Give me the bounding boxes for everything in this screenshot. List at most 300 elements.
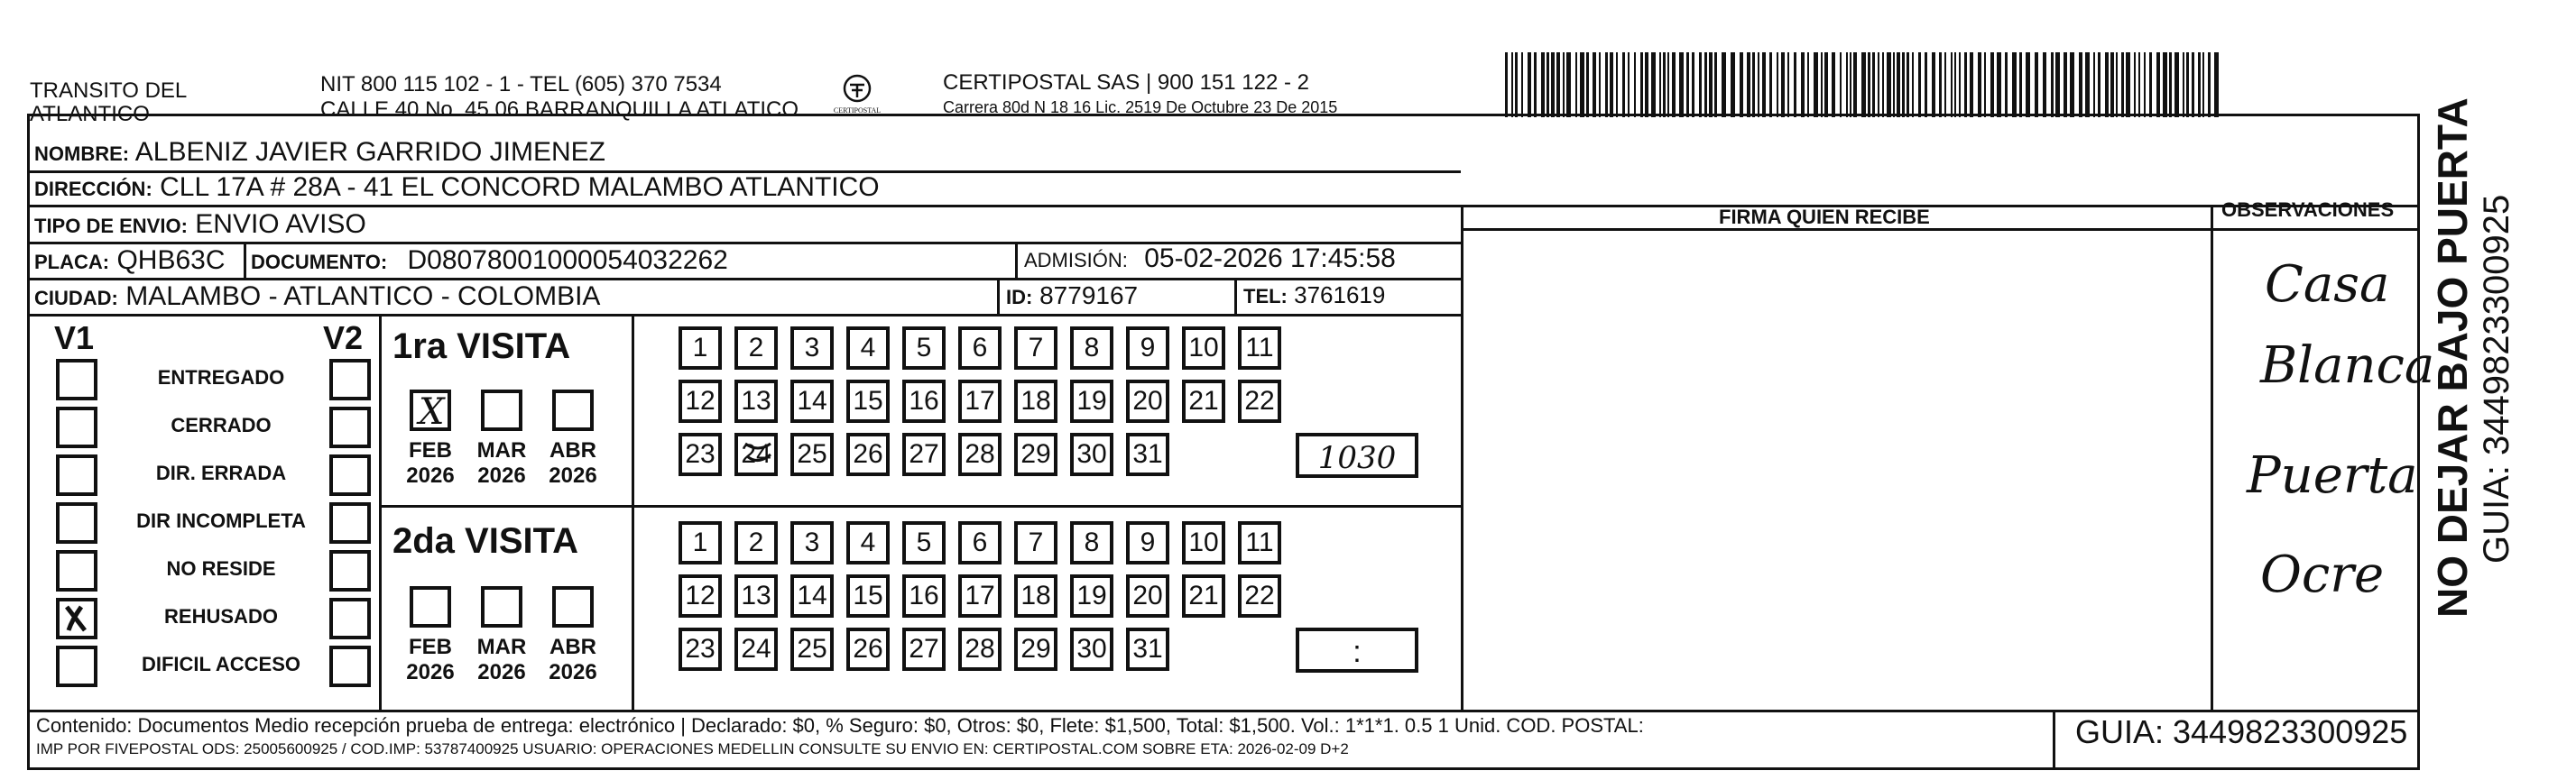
barcode-bar [2019, 52, 2022, 117]
barcode-bar [1628, 52, 1630, 117]
day-number: 10 [1188, 333, 1219, 362]
first-visit-title: 1ra VISITA [392, 326, 571, 366]
nombre-value: ALBENIZ JAVIER GARRIDO JIMENEZ [134, 137, 605, 167]
barcode-bar [1515, 52, 1518, 117]
day-number: 7 [1028, 528, 1044, 557]
day-box[interactable] [790, 628, 834, 671]
time-value: : [1353, 635, 1362, 669]
barcode-bar [1997, 52, 2001, 117]
v1-checkbox[interactable] [56, 550, 97, 592]
barcode-bar [1769, 52, 1772, 117]
barcode-bar [1580, 52, 1584, 117]
day-box[interactable] [1126, 574, 1169, 618]
admision-label: ADMISIÓN: [1024, 249, 1128, 271]
obs-handwritten-3: Puerta [2247, 446, 2418, 505]
month-mark: X [419, 391, 445, 433]
second-visit-title: 2da VISITA [392, 521, 578, 561]
day-box[interactable] [734, 326, 778, 370]
day-number: 7 [1028, 333, 1044, 362]
day-box[interactable] [1014, 521, 1057, 564]
day-box[interactable] [902, 433, 946, 476]
month-checkbox[interactable] [481, 390, 522, 431]
day-box[interactable] [958, 326, 1002, 370]
barcode-bar [1887, 52, 1891, 117]
barcode-bar [1752, 52, 1755, 117]
observaciones-label: OBSERVACIONES [2221, 198, 2395, 221]
footer-imp: IMP POR FIVEPOSTAL ODS: 25005600925 / COD.IMP: 53787400925 USUARIO: OPERACIONES MEDELLIN CONSULTE SU ENVIO EN: CERTIPOSTAL.COM SOBRE ETA: 2026-02-09 D+2 [36, 740, 1349, 757]
time-box[interactable] [1296, 433, 1418, 478]
day-number: 3 [804, 333, 820, 362]
barcode-bar [1912, 52, 1914, 117]
day-box[interactable] [902, 628, 946, 671]
day-number: 25 [797, 634, 827, 664]
barcode-bar [1951, 52, 1953, 117]
v2-checkbox[interactable] [329, 646, 371, 687]
day-box[interactable] [1070, 380, 1113, 423]
ciudad-row [34, 283, 600, 310]
status-label: DIFICIL ACCESO [141, 653, 300, 675]
barcode-bar [2214, 52, 2219, 117]
barcode-bar [1566, 52, 1571, 117]
barcode-bar [2138, 52, 2140, 117]
barcode-bar [1902, 52, 1905, 117]
day-number: 17 [965, 581, 995, 610]
v2-checkbox[interactable] [329, 359, 371, 400]
day-number: 20 [1132, 581, 1163, 610]
day-box[interactable] [958, 574, 1002, 618]
barcode-bar [2134, 52, 2136, 117]
day-number: 9 [1140, 528, 1156, 557]
company-line-2: Carrera 80d N 18 16 Lic. 2519 De Octubre 23 De 2015 [943, 98, 1338, 116]
barcode-bar [2163, 52, 2167, 117]
day-number: 12 [685, 581, 716, 610]
day-box[interactable] [1070, 433, 1113, 476]
barcode-bar [1840, 52, 1842, 117]
day-box[interactable] [1014, 433, 1057, 476]
day-number: 18 [1020, 386, 1051, 416]
barcode-bar [1814, 52, 1818, 117]
day-box[interactable] [958, 628, 1002, 671]
barcode-bar [1964, 52, 1967, 117]
tel-row [1243, 283, 1385, 307]
barcode-bar [1787, 52, 1789, 117]
day-number: 31 [1132, 439, 1163, 469]
barcode-bar [1528, 52, 1531, 117]
v1-label: V1 [54, 319, 95, 356]
day-box[interactable] [1126, 380, 1169, 423]
day-number: 17 [965, 386, 995, 416]
documento-row [251, 247, 728, 274]
day-number: 30 [1076, 634, 1107, 664]
barcode-bar [2026, 52, 2030, 117]
day-box[interactable] [1182, 574, 1225, 618]
time-box[interactable] [1296, 628, 1418, 673]
no-dejar-bajo-puerta: NO DEJAR BAJO PUERTA [2429, 97, 2476, 618]
day-box[interactable] [790, 433, 834, 476]
barcode-bar [1959, 52, 1961, 117]
barcode-bar [1868, 52, 1870, 117]
month-label: ABR [549, 635, 596, 659]
day-number: 14 [797, 386, 827, 416]
day-box[interactable] [846, 433, 890, 476]
direccion-value: CLL 17A # 28A - 41 EL CONCORD MALAMBO ATLANTICO [160, 172, 880, 202]
month-year: 2026 [549, 660, 597, 684]
barcode-bar [2121, 52, 2124, 117]
day-number: 19 [1076, 386, 1107, 416]
nit-line-1: NIT 800 115 102 - 1 - TEL (605) 370 7534 [320, 72, 722, 96]
barcode-bar [1645, 52, 1648, 117]
placa-value: QHB63C [116, 245, 226, 275]
day-number: 21 [1188, 581, 1219, 610]
barcode-bar [1821, 52, 1823, 117]
obs-handwritten-2: Blanca [2260, 336, 2435, 395]
barcode-bar [1731, 52, 1735, 117]
barcode-bar [1563, 52, 1565, 117]
barcode-bar [1663, 52, 1666, 117]
day-box[interactable] [846, 574, 890, 618]
barcode-bar [1640, 52, 1643, 117]
day-box[interactable] [679, 628, 722, 671]
barcode-bar [1651, 52, 1656, 117]
barcode-bar [2126, 52, 2130, 117]
barcode-bar [1679, 52, 1684, 117]
barcode-bar [2149, 52, 2152, 117]
barcode-bar [1939, 52, 1942, 117]
day-box[interactable] [1014, 628, 1057, 671]
barcode-bar [1832, 52, 1835, 117]
barcode-bar [2208, 52, 2211, 117]
barcode-bar [1699, 52, 1702, 117]
tipo-row [34, 211, 366, 238]
day-number: 24 [741, 634, 771, 664]
day-box[interactable] [1070, 628, 1113, 671]
barcode-bar [2105, 52, 2109, 117]
barcode-bar [2144, 52, 2146, 117]
barcode-bar [2085, 52, 2090, 117]
tipo-label: TIPO DE ENVIO: [34, 215, 188, 237]
company-line-1: CERTIPOSTAL SAS | 900 151 122 - 2 [943, 70, 1309, 95]
day-box[interactable] [679, 380, 722, 423]
day-number: 2 [748, 333, 764, 362]
footer-contenido: Contenido: Documentos Medio recepción prueba de entrega: electrónico | Declarado: $0, % Seguro: $0, Otros: $0, Flete: $1,500, Total: $1,500. Vol.: 1*1*1. 0.5 1 Unid. COD. POSTAL: [36, 714, 1644, 737]
side-guia: GUIA: 3449823300925 [2477, 194, 2516, 564]
day-box[interactable] [679, 433, 722, 476]
day-box[interactable] [1238, 380, 1281, 423]
day-number: 27 [909, 439, 939, 469]
barcode-bar [2156, 52, 2160, 117]
day-number: 1 [692, 333, 708, 362]
barcode-bar [1709, 52, 1713, 117]
check-mark-icon [60, 601, 94, 636]
barcode-bar [1686, 52, 1689, 117]
barcode-bar [1990, 52, 1994, 117]
day-number: 11 [1245, 528, 1274, 557]
day-box[interactable] [790, 380, 834, 423]
barcode-bar [1616, 52, 1618, 117]
status-label: DIR INCOMPLETA [136, 509, 306, 532]
day-box[interactable] [1182, 380, 1225, 423]
barcode-bar [1599, 52, 1601, 117]
v1-checkbox[interactable] [56, 407, 97, 448]
day-box[interactable] [1126, 433, 1169, 476]
day-number: 22 [1244, 386, 1275, 416]
tel-label: TEL: [1243, 285, 1288, 307]
barcode-bar [1551, 52, 1555, 117]
ciudad-label: CIUDAD: [34, 287, 118, 309]
v1-checkbox[interactable] [56, 359, 97, 400]
barcode-bar [1722, 52, 1726, 117]
barcode-bar [1534, 52, 1537, 117]
day-box[interactable] [679, 574, 722, 618]
barcode-bar [1807, 52, 1809, 117]
id-row [1006, 283, 1138, 308]
month-year: 2026 [477, 660, 526, 684]
day-box[interactable] [1238, 521, 1281, 564]
barcode-bar [2192, 52, 2194, 117]
month-year: 2026 [406, 463, 455, 488]
day-number: 9 [1140, 333, 1156, 362]
id-value: 8779167 [1039, 281, 1139, 309]
barcode-bar [1850, 52, 1851, 117]
barcode-bar [1667, 52, 1669, 117]
day-box[interactable] [734, 521, 778, 564]
barcode-bar [1762, 52, 1766, 117]
v2-checkbox[interactable] [329, 407, 371, 448]
barcode-bar [2035, 52, 2038, 117]
day-box[interactable] [902, 574, 946, 618]
day-box[interactable] [1126, 521, 1169, 564]
barcode-bar [1882, 52, 1884, 117]
day-box[interactable] [734, 433, 778, 476]
barcode-bar [1777, 52, 1778, 117]
day-scribble-icon [740, 438, 776, 474]
barcode-bar [2070, 52, 2074, 117]
day-number: 19 [1076, 581, 1107, 610]
documento-label: DOCUMENTO: [251, 251, 388, 273]
day-box[interactable] [734, 574, 778, 618]
day-number: 8 [1084, 333, 1100, 362]
day-box[interactable] [846, 628, 890, 671]
status-label: CERRADO [171, 414, 272, 436]
month-label: FEB [409, 438, 452, 463]
day-number: 15 [853, 386, 883, 416]
barcode-bar [1781, 52, 1785, 117]
barcode-bar [1907, 52, 1909, 117]
firma-label: FIRMA QUIEN RECIBE [1719, 206, 1930, 228]
barcode-bar [1897, 52, 1900, 117]
day-box[interactable] [1070, 574, 1113, 618]
day-box[interactable] [1014, 574, 1057, 618]
day-box[interactable] [790, 326, 834, 370]
day-number: 28 [965, 439, 995, 469]
obs-handwritten-4: Ocre [2260, 546, 2385, 604]
day-number: 23 [685, 634, 716, 664]
day-number: 6 [972, 528, 988, 557]
barcode-bar [2079, 52, 2082, 117]
barcode-bar [2169, 52, 2172, 117]
day-box[interactable] [790, 521, 834, 564]
v1-checkbox[interactable] [56, 598, 97, 639]
barcode-bar [2005, 52, 2008, 117]
day-number: 16 [909, 581, 939, 610]
barcode-bar [1970, 52, 1973, 117]
day-box[interactable] [1070, 326, 1113, 370]
month-label: FEB [409, 635, 452, 659]
barcode-bar [2174, 52, 2179, 117]
barcode-bar [1878, 52, 1879, 117]
barcode-bar [2186, 52, 2189, 117]
barcode-bar [2183, 52, 2184, 117]
barcode-bar [1747, 52, 1750, 117]
day-box[interactable] [902, 326, 946, 370]
v2-label: V2 [323, 319, 364, 356]
day-number: 1 [692, 528, 708, 557]
day-number: 20 [1132, 386, 1163, 416]
documento-value: D08078001000054032262 [407, 245, 728, 275]
barcode-bar [1714, 52, 1717, 117]
barcode-bar [1861, 52, 1866, 117]
day-box[interactable] [1014, 380, 1057, 423]
day-box[interactable] [1070, 521, 1113, 564]
day-box[interactable] [679, 521, 722, 564]
barcode-bar [1978, 52, 1981, 117]
day-number: 27 [909, 634, 939, 664]
day-box[interactable] [958, 380, 1002, 423]
barcode-bar [2116, 52, 2118, 117]
status-label: ENTREGADO [157, 366, 285, 389]
day-number: 18 [1020, 581, 1051, 610]
day-box[interactable] [734, 380, 778, 423]
barcode-bar [2064, 52, 2067, 117]
month-label: ABR [549, 438, 596, 463]
day-number: 22 [1244, 581, 1275, 610]
barcode-bar [1704, 52, 1707, 117]
month-year: 2026 [477, 463, 526, 488]
v2-checkbox[interactable] [329, 550, 371, 592]
month-checkbox[interactable] [410, 586, 451, 628]
v1-checkbox[interactable] [56, 454, 97, 496]
barcode-bar [1634, 52, 1636, 117]
day-box[interactable] [1182, 521, 1225, 564]
v1-checkbox[interactable] [56, 646, 97, 687]
day-number: 31 [1132, 634, 1163, 664]
barcode-bar [1984, 52, 1986, 117]
v2-checkbox[interactable] [329, 502, 371, 544]
day-box[interactable] [1238, 574, 1281, 618]
side-text [2429, 97, 2567, 708]
day-number: 4 [860, 528, 876, 557]
day-box[interactable] [846, 380, 890, 423]
time-value: 1030 [1317, 440, 1397, 476]
day-box[interactable] [902, 380, 946, 423]
barcode-bar [1846, 52, 1848, 117]
month-checkbox[interactable] [410, 390, 451, 431]
day-number: 25 [797, 439, 827, 469]
day-number: 4 [860, 333, 876, 362]
v1-checkbox[interactable] [56, 502, 97, 544]
day-box[interactable] [846, 521, 890, 564]
barcode-bar [1925, 52, 1927, 117]
barcode-bar [1692, 52, 1694, 117]
placa-label: PLACA: [34, 251, 110, 273]
day-box[interactable] [958, 521, 1002, 564]
day-mark [740, 438, 776, 482]
month-checkbox[interactable] [552, 586, 594, 628]
day-box[interactable] [790, 574, 834, 618]
tipo-value: ENVIO AVISO [195, 209, 366, 239]
barcode [1505, 52, 2227, 117]
barcode-bar [1824, 52, 1828, 117]
barcode-bar [1672, 52, 1676, 117]
day-number: 28 [965, 634, 995, 664]
month-year: 2026 [406, 660, 455, 684]
barcode-bar [1593, 52, 1596, 117]
day-box[interactable] [846, 326, 890, 370]
barcode-bar [1610, 52, 1613, 117]
month-label: MAR [476, 438, 527, 463]
day-number: 13 [741, 581, 771, 610]
barcode-bar [2098, 52, 2101, 117]
status-label: REHUSADO [164, 605, 278, 628]
day-number: 12 [685, 386, 716, 416]
barcode-bar [2051, 52, 2054, 117]
day-number: 8 [1084, 528, 1100, 557]
barcode-bar [1521, 52, 1523, 117]
day-box[interactable] [958, 433, 1002, 476]
direccion-row [34, 174, 880, 201]
barcode-bar [1872, 52, 1875, 117]
certipostal-logo-icon [817, 72, 898, 119]
barcode-bar [1575, 52, 1577, 117]
day-number: 3 [804, 528, 820, 557]
barcode-bar [1622, 52, 1625, 117]
barcode-bar [1801, 52, 1805, 117]
day-box[interactable] [1014, 326, 1057, 370]
barcode-bar [1511, 52, 1513, 117]
barcode-bar [2202, 52, 2204, 117]
barcode-bar [2110, 52, 2114, 117]
day-number: 21 [1188, 386, 1219, 416]
barcode-bar [1853, 52, 1857, 117]
sender-name: TRANSITO DEL ATLANTICO [30, 78, 188, 126]
certipostal-logo [817, 72, 898, 119]
obs-handwritten-1: Casa [2265, 255, 2390, 314]
barcode-bar [1586, 52, 1589, 117]
v2-checkbox[interactable] [329, 454, 371, 496]
nit-line-2: CALLE 40 No. 45 06 BARRANQUILLA ATLATICO [320, 97, 799, 122]
barcode-bar [2012, 52, 2017, 117]
day-box[interactable] [1126, 326, 1169, 370]
barcode-bar [1944, 52, 1946, 117]
month-checkbox[interactable] [481, 586, 522, 628]
month-checkbox[interactable] [552, 390, 594, 431]
v2-checkbox[interactable] [329, 598, 371, 639]
logo-lettering: CERTIPOSTAL [833, 106, 882, 115]
day-box[interactable] [902, 521, 946, 564]
barcode-bar [2093, 52, 2095, 117]
day-number: 30 [1076, 439, 1107, 469]
day-box[interactable] [734, 628, 778, 671]
day-number: 15 [853, 581, 883, 610]
day-box[interactable] [1238, 326, 1281, 370]
day-number: 10 [1188, 528, 1219, 557]
barcode-bar [1893, 52, 1895, 117]
day-box[interactable] [1182, 326, 1225, 370]
day-number: 29 [1020, 439, 1051, 469]
day-box[interactable] [1126, 628, 1169, 671]
ciudad-value: MALAMBO - ATLANTICO - COLOMBIA [125, 281, 601, 311]
day-box[interactable] [679, 326, 722, 370]
